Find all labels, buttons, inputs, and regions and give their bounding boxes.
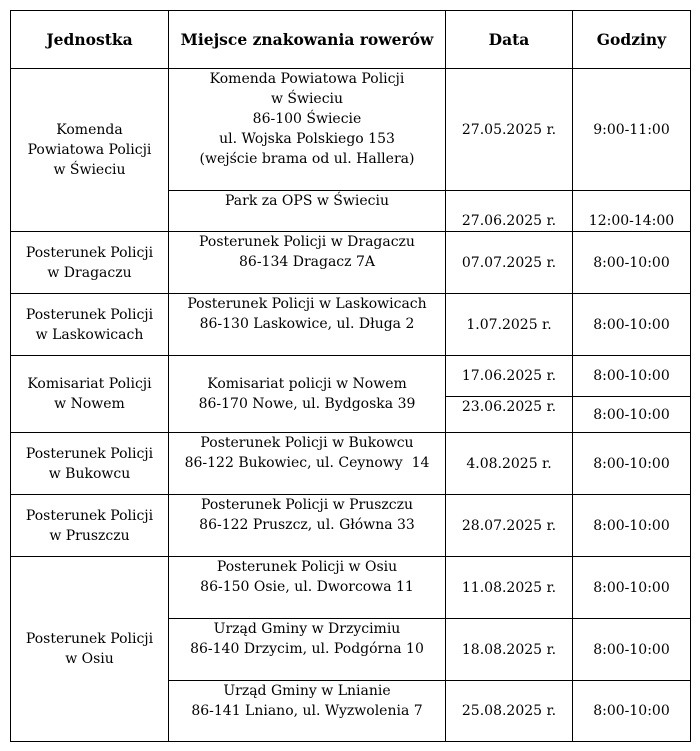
unit-line: Komisariat Policji xyxy=(27,376,152,392)
unit-line: Posterunek Policji xyxy=(25,507,154,524)
date-cell: 07.07.2025 r. xyxy=(446,232,573,294)
table-row xyxy=(11,557,691,619)
header-unit: Jednostka xyxy=(11,11,169,69)
unit-cell xyxy=(11,557,169,742)
place-line: 86-141 Lniano, ul. Wyzwolenia 7 xyxy=(191,703,423,719)
hours-cell: 8:00-10:00 xyxy=(573,557,691,619)
unit-cell xyxy=(11,495,169,557)
place-cell xyxy=(169,69,446,191)
hours-cell: 8:00-10:00 xyxy=(573,294,691,356)
hours-cell: 8:00-10:00 xyxy=(573,433,691,495)
place-line: 86-134 Dragacz 7A xyxy=(239,254,375,270)
unit-line: w Dragaczu xyxy=(47,264,132,281)
unit-line: w Świeciu xyxy=(53,162,126,178)
hours-cell: 8:00-10:00 xyxy=(573,397,691,433)
unit-cell xyxy=(11,69,169,232)
place-cell xyxy=(169,433,446,495)
unit-line: w Pruszczu xyxy=(49,527,130,544)
date-cell: 1.07.2025 r. xyxy=(446,294,573,356)
header-date: Data xyxy=(446,11,573,69)
schedule-table xyxy=(10,10,691,742)
place-line: Komisariat policji w Nowem xyxy=(207,376,407,392)
unit-line: w Bukowcu xyxy=(48,465,131,482)
place-cell xyxy=(169,232,446,294)
table-row xyxy=(11,356,691,397)
unit-line: Posterunek Policji xyxy=(25,306,154,323)
hours-cell: 8:00-10:00 xyxy=(573,495,691,557)
unit-line: w Osiu xyxy=(65,651,114,667)
unit-cell xyxy=(11,433,169,495)
table-row xyxy=(11,232,691,294)
place-line: ul. Wojska Polskiego 153 xyxy=(219,131,395,147)
date-cell: 17.06.2025 r. xyxy=(446,356,573,397)
date-cell: 28.07.2025 r. xyxy=(446,495,573,557)
place-line: Posterunek Policji w Osiu xyxy=(216,559,398,575)
place-line: 86-170 Nowe, ul. Bydgoska 39 xyxy=(198,396,416,412)
place-line: 86-130 Laskowice, ul. Długa 2 xyxy=(199,316,415,332)
place-cell xyxy=(169,557,446,619)
place-line: Posterunek Policji w Pruszczu xyxy=(200,497,414,513)
hours-cell: 8:00-10:00 xyxy=(573,619,691,681)
unit-line: Posterunek Policji xyxy=(25,244,154,261)
unit-line: Powiatowa Policji xyxy=(27,142,152,158)
unit-cell xyxy=(11,232,169,294)
place-cell xyxy=(169,294,446,356)
unit-line: Komenda xyxy=(56,122,123,138)
place-line: Posterunek Policji w Bukowcu xyxy=(200,435,414,451)
unit-line: Posterunek Policji xyxy=(25,631,154,647)
table-row xyxy=(11,433,691,495)
place-line: w Świeciu xyxy=(270,91,344,107)
date-cell: 18.08.2025 r. xyxy=(446,619,573,681)
header-place: Miejsce znakowania rowerów xyxy=(169,11,446,69)
place-line: Komenda Powiatowa Policji xyxy=(209,71,405,87)
place-line: 86-140 Drzycim, ul. Podgórna 10 xyxy=(190,641,424,657)
date-cell: 27.06.2025 r. xyxy=(446,191,573,232)
place-cell xyxy=(169,681,446,742)
hours-cell: 8:00-10:00 xyxy=(573,681,691,742)
place-line: 86-150 Osie, ul. Dworcowa 11 xyxy=(200,579,414,595)
hours-cell: 8:00-10:00 xyxy=(573,232,691,294)
unit-line: w Laskowicach xyxy=(35,326,144,343)
place-cell xyxy=(169,191,446,232)
place-line: 86-122 Pruszcz, ul. Główna 33 xyxy=(199,517,415,533)
date-cell: 11.08.2025 r. xyxy=(446,557,573,619)
place-cell xyxy=(169,495,446,557)
place-cell xyxy=(169,619,446,681)
date-cell: 25.08.2025 r. xyxy=(446,681,573,742)
place-line: Urząd Gminy w Lnianie xyxy=(223,683,391,699)
place-cell xyxy=(169,356,446,433)
unit-cell xyxy=(11,356,169,433)
place-line: 86-100 Świecie xyxy=(252,111,362,127)
hours-cell: 12:00-14:00 xyxy=(573,191,691,232)
place-line: Park za OPS w Świeciu xyxy=(225,193,389,209)
hours-cell: 8:00-10:00 xyxy=(573,356,691,397)
place-line: 86-122 Bukowiec, ul. Ceynowy 14 xyxy=(184,455,430,471)
table-row xyxy=(11,69,691,191)
unit-line: Posterunek Policji xyxy=(25,445,154,462)
table-row xyxy=(11,495,691,557)
hours-cell: 9:00-11:00 xyxy=(573,69,691,191)
table-row xyxy=(11,294,691,356)
date-cell: 27.05.2025 r. xyxy=(446,69,573,191)
date-cell: 4.08.2025 r. xyxy=(446,433,573,495)
place-line: Posterunek Policji w Dragaczu xyxy=(199,234,415,250)
header-row xyxy=(11,11,691,69)
header-hours: Godziny xyxy=(573,11,691,69)
date-cell: 23.06.2025 r. xyxy=(446,397,573,433)
unit-line: w Nowem xyxy=(54,396,125,412)
unit-cell xyxy=(11,294,169,356)
place-line: Posterunek Policji w Laskowicach xyxy=(187,296,427,312)
place-line: (wejście brama od ul. Hallera) xyxy=(199,151,415,167)
place-line: Urząd Gminy w Drzycimiu xyxy=(213,621,401,637)
